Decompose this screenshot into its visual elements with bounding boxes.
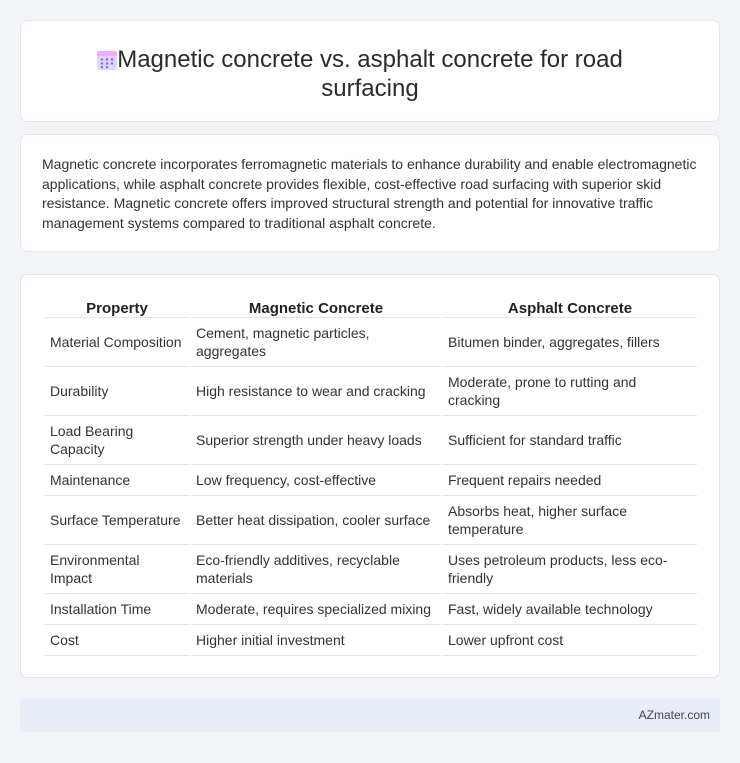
cell-asphalt: Lower upfront cost [443, 625, 697, 656]
footer-brand: AZmater.com [638, 708, 710, 722]
cell-magnetic: Higher initial investment [191, 625, 441, 656]
comparison-table [43, 298, 699, 656]
cell-magnetic: Better heat dissipation, cooler surface [191, 496, 441, 545]
table-row [45, 416, 697, 465]
table-row [45, 594, 697, 625]
comparison-table-card [20, 274, 720, 678]
cell-asphalt: Sufficient for standard traffic [443, 416, 697, 465]
cell-asphalt: Bitumen binder, aggregates, fillers [443, 318, 697, 367]
cell-property: Surface Temperature [45, 496, 189, 545]
cell-magnetic: Cement, magnetic particles, aggregates [191, 318, 441, 367]
footer-bar [20, 698, 720, 732]
cell-asphalt: Fast, widely available technology [443, 594, 697, 625]
cell-asphalt: Uses petroleum products, less eco-friendly [443, 545, 697, 594]
page-title-wrap [21, 45, 719, 103]
cell-magnetic: Eco-friendly additives, recyclable materials [191, 545, 441, 594]
header-property: Property [45, 298, 189, 318]
cell-asphalt: Moderate, prone to rutting and cracking [443, 367, 697, 416]
cell-magnetic: High resistance to wear and cracking [191, 367, 441, 416]
title-card [20, 20, 720, 122]
table-row [45, 625, 697, 656]
cell-property: Durability [45, 367, 189, 416]
header-magnetic-concrete: Magnetic Concrete [191, 298, 441, 318]
table-header-row [45, 298, 697, 318]
cell-property: Maintenance [45, 465, 189, 496]
cell-property: Cost [45, 625, 189, 656]
cell-magnetic: Superior strength under heavy loads [191, 416, 441, 465]
cell-asphalt: Frequent repairs needed [443, 465, 697, 496]
cell-asphalt: Absorbs heat, higher surface temperature [443, 496, 697, 545]
cell-property: Material Composition [45, 318, 189, 367]
cell-magnetic: Moderate, requires specialized mixing [191, 594, 441, 625]
summary-card [20, 134, 720, 252]
table-row [45, 545, 697, 594]
table-row [45, 496, 697, 545]
cell-property: Installation Time [45, 594, 189, 625]
cell-property: Load Bearing Capacity [45, 416, 189, 465]
table-row [45, 367, 697, 416]
page-title: Magnetic concrete vs. asphalt concrete for road surfacing [117, 46, 623, 102]
table-row [45, 318, 697, 367]
cell-magnetic: Low frequency, cost-effective [191, 465, 441, 496]
cell-property: Environmental Impact [45, 545, 189, 594]
table-row [45, 465, 697, 496]
header-asphalt-concrete: Asphalt Concrete [443, 298, 697, 318]
summary-text: Magnetic concrete incorporates ferromagnetic materials to enhance durability and enable electromagnetic applications, while asphalt concrete provides flexible, cost-effective road surfacing with superior skid resistance. Magnetic concrete offers improved structural strength and potential for innovative traffic management systems compared to traditional asphalt concrete. [42, 156, 697, 231]
